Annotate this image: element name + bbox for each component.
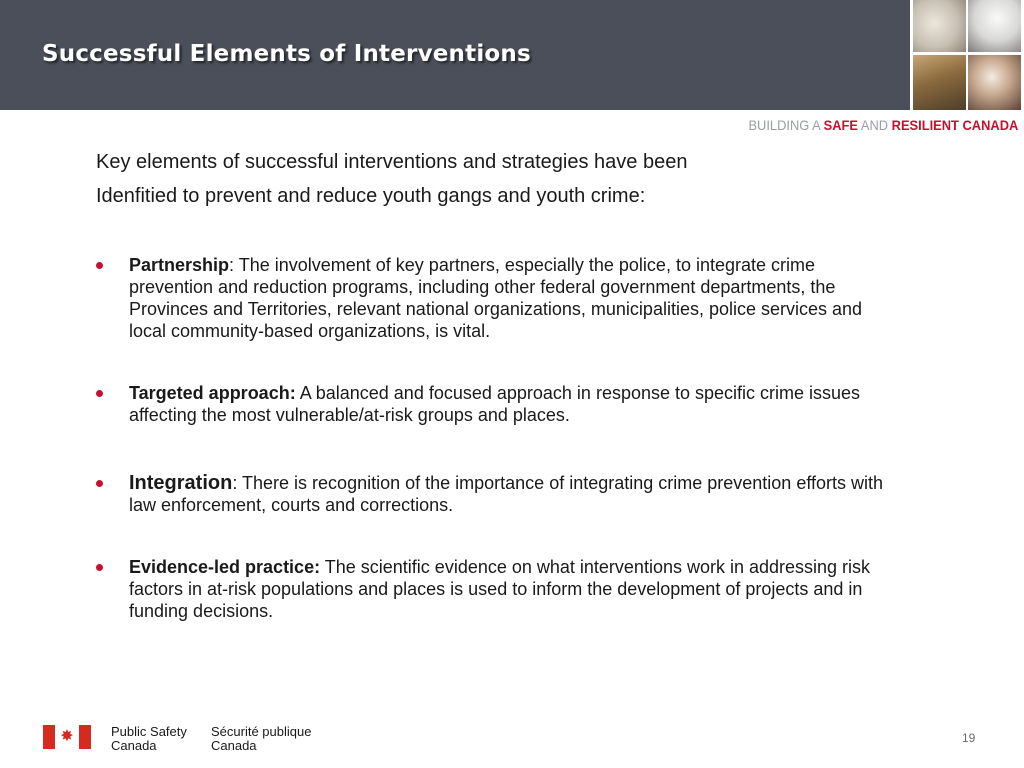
bullet-evidence-led-practice <box>96 556 896 622</box>
dept-fr-line-2: Canada <box>211 738 257 753</box>
bullet-term: Targeted approach: <box>129 383 296 403</box>
bullet-text: A balanced and focused approach in response to specific crime issues affecting the most vulnerable/at-risk groups and places. <box>129 383 861 425</box>
dept-fr-line-1: Sécurité publique <box>211 724 312 739</box>
dept-en-line-2: Canada <box>111 738 157 753</box>
tagline-safe: SAFE <box>823 117 858 133</box>
tagline-part2: AND <box>857 117 892 133</box>
bullet-separator: : <box>229 255 239 275</box>
bullet-integration <box>96 472 896 516</box>
bullet-text: There is recognition of the importance of integrating crime prevention efforts with law enforcement, courts and corrections. <box>129 473 884 515</box>
bullet-targeted-approach <box>96 382 896 426</box>
photo-grid <box>910 0 1024 110</box>
bullet-dot-icon <box>96 390 103 397</box>
bullet-dot-icon <box>96 564 103 571</box>
department-name-french <box>211 725 311 753</box>
bullet-term: Integration <box>129 472 233 494</box>
bullet-separator: : <box>232 473 243 493</box>
winter-photo-icon <box>968 0 1021 52</box>
bullet-dot-icon <box>96 262 103 269</box>
crowd-photo-icon <box>913 55 966 110</box>
bullet-term: Partnership <box>129 255 230 275</box>
slide-title: Successful Elements of Interventions <box>42 41 531 67</box>
bullet-partnership <box>96 254 896 342</box>
bullet-dot-icon <box>96 480 103 487</box>
bullet-text: The scientific evidence on what interventions work in addressing risk factors in at-risk populations and places is used to inform the development of projects and in funding decisions. <box>129 557 871 621</box>
header-bar <box>0 0 910 110</box>
intro-text <box>96 145 886 213</box>
flag-bar-right <box>79 725 91 749</box>
bullet-list <box>96 254 896 622</box>
tagline-resilient: RESILIENT CANADA <box>891 117 1018 133</box>
tagline <box>748 117 1018 133</box>
bullet-term: Evidence-led practice: <box>129 557 321 577</box>
maple-leaf-icon: ✸ <box>60 728 74 745</box>
intro-line-1: Key elements of successful interventions and strategies have been <box>96 151 688 173</box>
lock-photo-icon <box>913 0 966 52</box>
dept-en-line-1: Public Safety <box>111 724 187 739</box>
intro-line-2: Idenfitied to prevent and reduce youth gangs and youth crime: <box>96 185 646 207</box>
child-photo-icon <box>968 55 1021 110</box>
bullet-text: The involvement of key partners, especially the police, to integrate crime prevention and reduction programs, including other federal government departments, the Provinces and Territories, relevant national organizations, municipalities, police services and local community-based organizations, is vital. <box>129 255 863 341</box>
flag-bar-left <box>43 725 55 749</box>
canada-flag-icon <box>43 725 91 749</box>
page-number: 19 <box>962 731 976 745</box>
department-name-english <box>111 725 187 753</box>
tagline-part1: BUILDING A <box>748 117 824 133</box>
